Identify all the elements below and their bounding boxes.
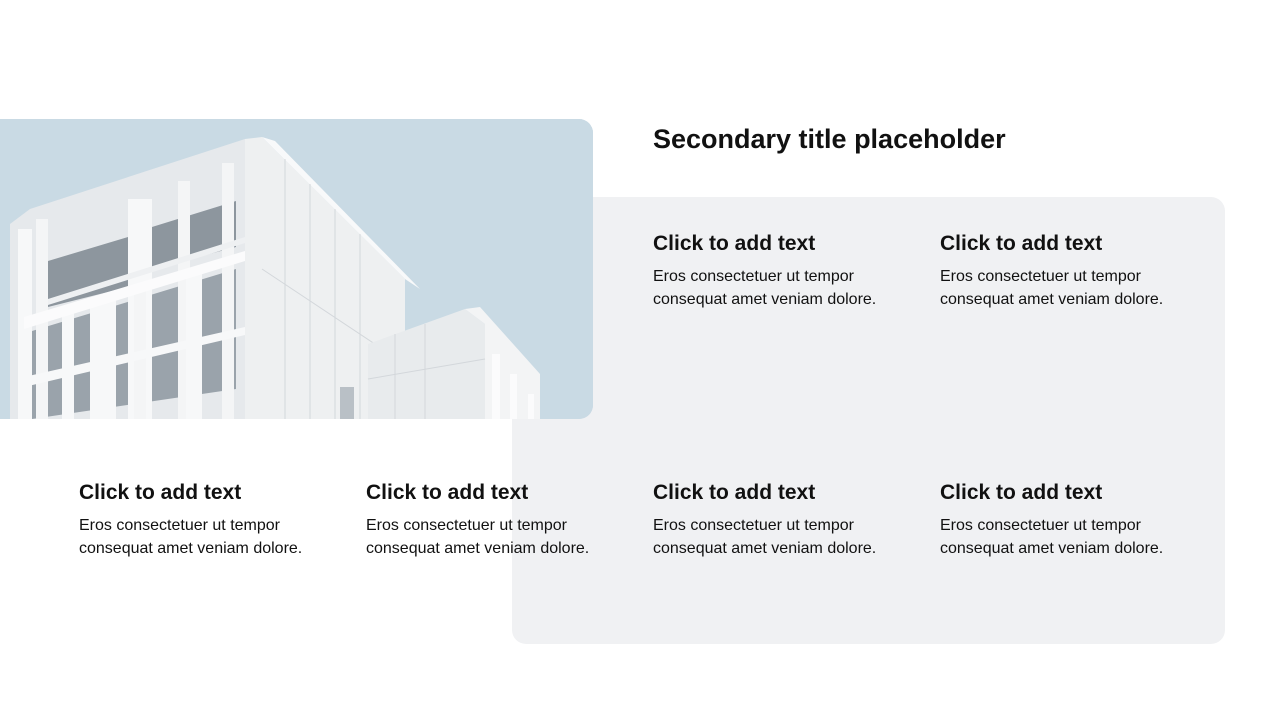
text-block-heading: Click to add text bbox=[940, 481, 1103, 504]
text-block-body: Eros consectetuer ut tempor consequat amet veniam dolore. bbox=[366, 517, 590, 557]
text-block-body: Eros consectetuer ut tempor consequat amet veniam dolore. bbox=[940, 517, 1164, 557]
text-block-2[interactable] bbox=[940, 232, 1210, 311]
text-block-6[interactable] bbox=[940, 481, 1210, 560]
building-illustration bbox=[0, 119, 593, 419]
secondary-title[interactable]: Secondary title placeholder bbox=[653, 124, 1006, 154]
text-block-3[interactable] bbox=[79, 481, 349, 560]
text-block-heading: Click to add text bbox=[366, 481, 529, 504]
text-block-1[interactable] bbox=[653, 232, 923, 311]
text-block-4[interactable] bbox=[366, 481, 636, 560]
text-block-5[interactable] bbox=[653, 481, 923, 560]
text-block-body: Eros consectetuer ut tempor consequat amet veniam dolore. bbox=[79, 517, 303, 557]
text-block-heading: Click to add text bbox=[79, 481, 242, 504]
text-block-heading: Click to add text bbox=[940, 232, 1103, 255]
text-block-heading: Click to add text bbox=[653, 481, 816, 504]
building-photo[interactable] bbox=[0, 119, 593, 419]
text-block-body: Eros consectetuer ut tempor consequat amet veniam dolore. bbox=[653, 268, 877, 308]
text-block-heading: Click to add text bbox=[653, 232, 816, 255]
text-block-body: Eros consectetuer ut tempor consequat amet veniam dolore. bbox=[940, 268, 1164, 308]
text-block-body: Eros consectetuer ut tempor consequat amet veniam dolore. bbox=[653, 517, 877, 557]
